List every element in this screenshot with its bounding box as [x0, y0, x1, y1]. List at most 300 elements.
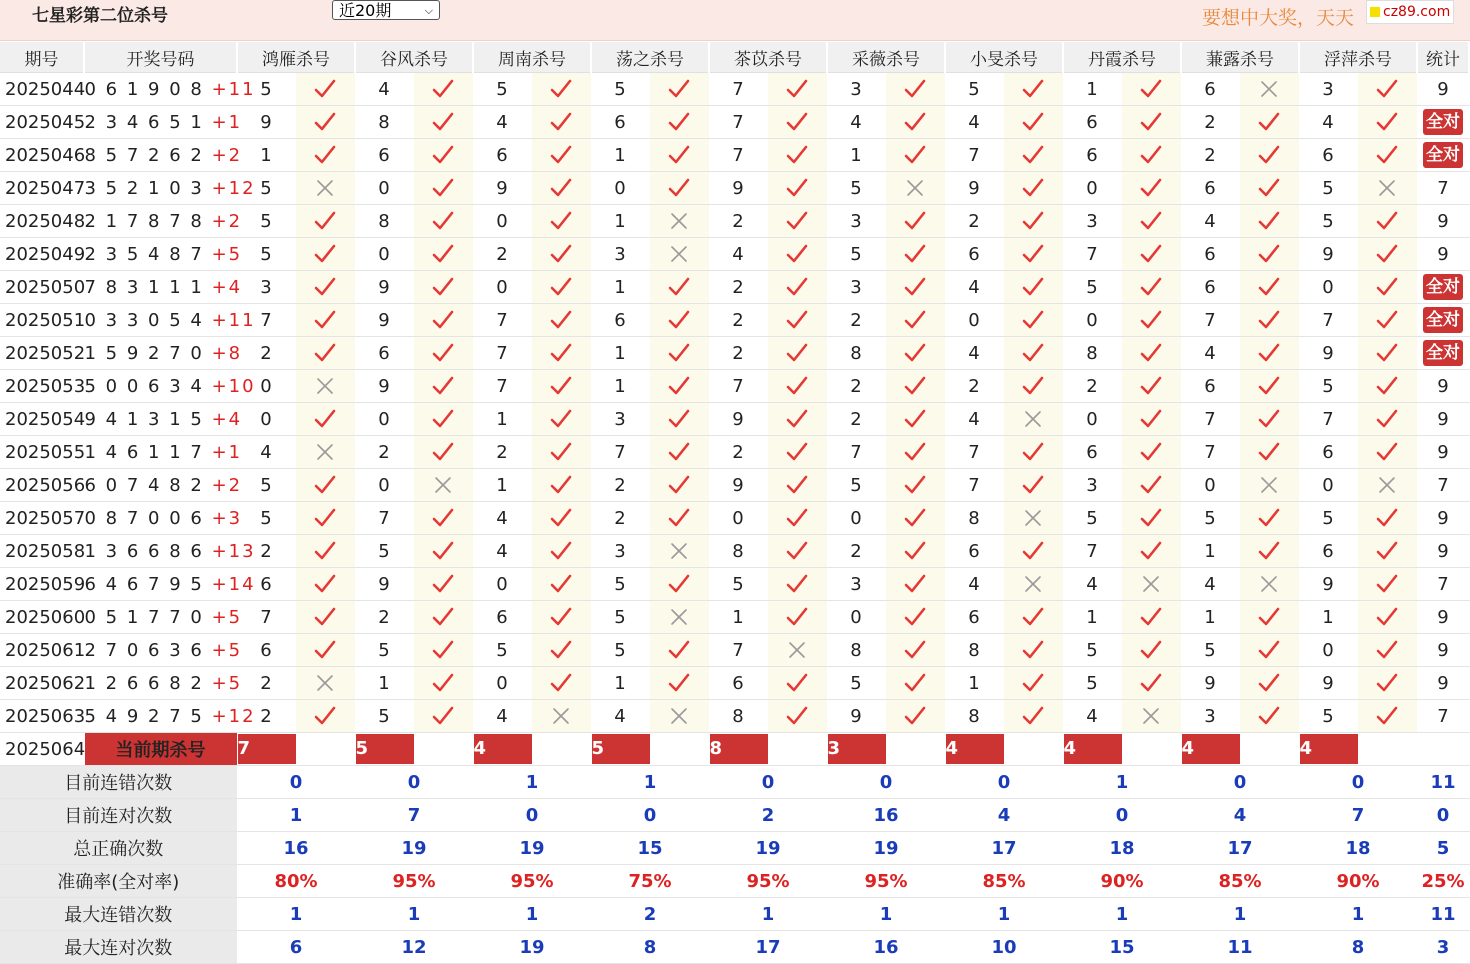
draw-cell	[84, 73, 256, 106]
check-icon	[1375, 308, 1399, 332]
result-cell	[413, 205, 473, 238]
kill-number-cell: 2	[945, 370, 1003, 403]
all-correct-badge: 全对	[1423, 142, 1463, 168]
kill-number-cell: 3	[827, 568, 885, 601]
stat-cell: 9	[1417, 436, 1469, 469]
check-icon	[313, 539, 337, 563]
result-cell	[531, 601, 591, 634]
result-cell	[885, 568, 945, 601]
current-kill-number: 4	[474, 734, 532, 764]
result-cell	[1357, 304, 1417, 337]
stat-cell: 9	[1417, 502, 1469, 535]
kill-number-cell: 9	[1181, 667, 1239, 700]
issue-cell: 2025046	[0, 139, 84, 172]
draw-extra: +2	[211, 210, 243, 232]
result-cell	[1121, 172, 1181, 205]
result-cell	[1239, 436, 1299, 469]
kill-number-cell: 8	[945, 700, 1003, 733]
result-cell	[295, 139, 355, 172]
stats-value: 95%	[709, 865, 827, 898]
kill-number-cell: 7	[945, 139, 1003, 172]
result-cell	[531, 667, 591, 700]
check-icon	[431, 143, 455, 167]
draw-digits: 6 4 6 7 9 5	[84, 573, 204, 595]
result-cell	[413, 370, 473, 403]
issue-cell: 2025056	[0, 469, 84, 502]
current-kill-number: 4	[1182, 734, 1240, 764]
table-row	[0, 238, 1469, 271]
result-cell	[1121, 502, 1181, 535]
cross-icon	[1021, 506, 1045, 530]
result-cell	[1239, 139, 1299, 172]
result-cell	[1239, 172, 1299, 205]
stats-value: 7	[355, 799, 473, 832]
cross-icon	[1257, 77, 1281, 101]
kill-number-cell: 4	[1181, 205, 1239, 238]
check-icon	[549, 671, 573, 695]
table-row	[0, 205, 1469, 238]
draw-cell	[84, 634, 243, 667]
check-icon	[549, 506, 573, 530]
stats-value: 12	[355, 931, 473, 964]
stats-total: 3	[1417, 931, 1469, 964]
result-cell	[1121, 73, 1181, 106]
stats-value: 0	[473, 799, 591, 832]
result-cell	[295, 469, 355, 502]
draw-cell	[84, 106, 243, 139]
check-icon	[1375, 671, 1399, 695]
kill-number-cell: 7	[709, 370, 767, 403]
result-cell	[649, 601, 709, 634]
check-icon	[549, 473, 573, 497]
check-icon	[903, 143, 927, 167]
kill-number-cell: 3	[591, 535, 649, 568]
kill-number-cell: 5	[827, 238, 885, 271]
draw-cell	[84, 601, 243, 634]
result-cell	[1239, 667, 1299, 700]
check-icon	[785, 605, 809, 629]
check-icon	[1139, 374, 1163, 398]
all-correct-badge: 全对	[1423, 274, 1463, 300]
check-icon	[667, 506, 691, 530]
yellow-square-icon	[1370, 7, 1380, 17]
result-cell	[1239, 73, 1299, 106]
table-row	[0, 700, 1469, 733]
stats-value: 85%	[945, 865, 1063, 898]
current-kill-number: 5	[592, 734, 650, 764]
check-icon	[903, 638, 927, 662]
kill-number-cell: 4	[945, 106, 1003, 139]
check-icon	[1375, 77, 1399, 101]
result-cell	[1003, 634, 1063, 667]
col-expert: 蒹露杀号	[1181, 42, 1299, 73]
kill-number-cell: 1	[473, 403, 531, 436]
result-cell	[767, 634, 827, 667]
kill-number-cell: 5	[1063, 634, 1121, 667]
issue-cell: 2025063	[0, 700, 84, 733]
kill-number-cell: 5	[237, 172, 295, 205]
kill-number-cell: 2	[709, 337, 767, 370]
check-icon	[903, 605, 927, 629]
kill-number-cell: 0	[1063, 172, 1121, 205]
check-icon	[1257, 638, 1281, 662]
kill-number-cell: 7	[1063, 238, 1121, 271]
result-cell	[649, 568, 709, 601]
result-cell	[531, 535, 591, 568]
draw-digits: 1 2 6 6 8 2	[84, 672, 204, 694]
kill-number-cell: 4	[1063, 568, 1121, 601]
draw-cell	[84, 172, 256, 205]
check-icon	[549, 242, 573, 266]
kill-number-cell: 1	[591, 271, 649, 304]
kill-number-cell: 7	[1181, 403, 1239, 436]
check-icon	[549, 143, 573, 167]
stats-value: 2	[591, 898, 709, 931]
check-icon	[1021, 704, 1045, 728]
check-icon	[1257, 605, 1281, 629]
result-cell	[413, 73, 473, 106]
check-icon	[785, 671, 809, 695]
kill-number-cell: 0	[355, 172, 413, 205]
result-cell	[649, 106, 709, 139]
check-icon	[1021, 77, 1045, 101]
stat-cell: 9	[1417, 601, 1469, 634]
stats-label: 目前连对次数	[0, 799, 237, 832]
result-cell	[1357, 139, 1417, 172]
check-icon	[667, 176, 691, 200]
issue-cell: 2025048	[0, 205, 84, 238]
check-icon	[1257, 110, 1281, 134]
stat-cell: 9	[1417, 403, 1469, 436]
stats-value: 85%	[1181, 865, 1299, 898]
check-icon	[1139, 176, 1163, 200]
check-icon	[313, 704, 337, 728]
kill-number-cell: 4	[473, 700, 531, 733]
draw-digits: 2 1 7 8 7 8	[84, 210, 204, 232]
check-icon	[1139, 308, 1163, 332]
result-cell	[885, 73, 945, 106]
stats-value: 0	[1063, 799, 1181, 832]
stats-value: 8	[1299, 931, 1417, 964]
kill-number-cell: 8	[827, 634, 885, 667]
stats-value: 19	[355, 832, 473, 865]
kill-number-cell: 7	[709, 106, 767, 139]
kill-number-cell: 2	[237, 700, 295, 733]
kill-number-cell: 6	[945, 535, 1003, 568]
kill-number-cell: 6	[709, 667, 767, 700]
kill-number-cell: 2	[1181, 106, 1239, 139]
kill-number-cell: 3	[1181, 700, 1239, 733]
check-icon	[785, 704, 809, 728]
result-cell	[649, 700, 709, 733]
result-cell	[1357, 700, 1417, 733]
result-cell	[885, 172, 945, 205]
draw-digits: 2 3 5 4 8 7	[84, 243, 204, 265]
check-icon	[1375, 572, 1399, 596]
col-expert: 小旻杀号	[945, 42, 1063, 73]
kill-number-cell: 5	[945, 73, 1003, 106]
check-icon	[1021, 176, 1045, 200]
col-expert: 茶苡杀号	[709, 42, 827, 73]
kill-number-cell: 6	[1299, 535, 1357, 568]
result-cell	[885, 271, 945, 304]
check-icon	[903, 242, 927, 266]
kill-number-cell: 6	[1063, 106, 1121, 139]
check-icon	[431, 77, 455, 101]
result-cell	[531, 238, 591, 271]
result-cell	[1357, 667, 1417, 700]
stats-value: 0	[591, 799, 709, 832]
result-cell	[413, 106, 473, 139]
draw-extra: +5	[211, 672, 243, 694]
check-icon	[549, 176, 573, 200]
result-cell	[1239, 106, 1299, 139]
result-cell	[1121, 469, 1181, 502]
draw-digits: 0 6 1 9 0 8	[84, 78, 204, 100]
kill-number-cell: 5	[1181, 502, 1239, 535]
result-cell	[1357, 73, 1417, 106]
header-row	[0, 42, 1469, 73]
draw-extra: +13	[211, 540, 256, 562]
kill-number-cell: 2	[709, 436, 767, 469]
table-row	[0, 469, 1469, 502]
kill-number-cell: 1	[709, 601, 767, 634]
table-row	[0, 106, 1469, 139]
kill-number-cell: 6	[1063, 139, 1121, 172]
result-cell	[649, 502, 709, 535]
check-icon	[903, 209, 927, 233]
kill-number-cell: 4	[237, 436, 295, 469]
cross-icon	[313, 440, 337, 464]
result-cell	[531, 568, 591, 601]
stats-value: 0	[945, 766, 1063, 799]
current-period	[0, 733, 1469, 766]
result-cell	[295, 205, 355, 238]
result-cell	[649, 469, 709, 502]
kill-number-cell: 2	[709, 271, 767, 304]
current-row	[0, 733, 1469, 766]
kill-number-cell: 0	[1299, 469, 1357, 502]
check-icon	[1257, 176, 1281, 200]
stats-value: 0	[1299, 766, 1417, 799]
check-icon	[785, 374, 809, 398]
kill-number-cell: 0	[1063, 304, 1121, 337]
draw-cell	[84, 304, 256, 337]
draw-cell	[84, 370, 256, 403]
draw-cell	[84, 337, 243, 370]
check-icon	[1021, 539, 1045, 563]
result-cell	[295, 172, 355, 205]
current-kill-number: 7	[238, 734, 296, 764]
draw-digits: 0 3 3 0 5 4	[84, 309, 204, 331]
result-cell	[885, 403, 945, 436]
stats-value: 19	[473, 931, 591, 964]
kill-number-cell: 0	[1299, 271, 1357, 304]
kill-number-cell: 2	[237, 535, 295, 568]
top-bar	[0, 0, 1470, 41]
current-kill-number: 4	[1064, 734, 1122, 764]
result-cell	[1357, 370, 1417, 403]
kill-number-cell: 2	[473, 436, 531, 469]
stats-row	[0, 931, 1469, 964]
result-cell	[1121, 403, 1181, 436]
kill-number-cell: 4	[945, 403, 1003, 436]
result-cell	[531, 271, 591, 304]
issue-cell: 2025054	[0, 403, 84, 436]
result-cell	[767, 436, 827, 469]
check-icon	[1139, 506, 1163, 530]
result-cell	[885, 634, 945, 667]
kill-number-cell: 2	[827, 403, 885, 436]
kill-number-cell: 7	[709, 73, 767, 106]
kill-number-cell: 7	[237, 304, 295, 337]
kill-number-cell: 4	[1063, 700, 1121, 733]
issue-cell: 2025052	[0, 337, 84, 370]
result-cell	[885, 106, 945, 139]
summary-stats	[0, 766, 1469, 964]
cross-icon	[1375, 473, 1399, 497]
result-cell	[1003, 469, 1063, 502]
kill-number-cell: 8	[355, 205, 413, 238]
result-cell	[531, 304, 591, 337]
stats-value: 10	[945, 931, 1063, 964]
check-icon	[313, 341, 337, 365]
kill-number-cell: 6	[1181, 238, 1239, 271]
table-row	[0, 172, 1469, 205]
check-icon	[1257, 209, 1281, 233]
cross-icon	[667, 605, 691, 629]
result-cell	[767, 667, 827, 700]
check-icon	[1257, 143, 1281, 167]
stats-value: 95%	[827, 865, 945, 898]
draw-digits: 1 4 6 1 1 7	[84, 441, 204, 463]
result-cell	[295, 73, 355, 106]
site-badge[interactable]	[1366, 0, 1454, 24]
current-kill-cell	[709, 733, 827, 766]
check-icon	[667, 308, 691, 332]
period-select[interactable]	[332, 0, 440, 20]
check-icon	[431, 605, 455, 629]
kill-number-cell: 2	[945, 205, 1003, 238]
stat-cell: 9	[1417, 634, 1469, 667]
check-icon	[1257, 440, 1281, 464]
kill-number-cell: 9	[827, 700, 885, 733]
stats-value: 1	[709, 898, 827, 931]
result-cell	[531, 403, 591, 436]
col-expert: 丹霞杀号	[1063, 42, 1181, 73]
kill-number-cell: 7	[355, 502, 413, 535]
result-cell	[295, 271, 355, 304]
check-icon	[1021, 671, 1045, 695]
kill-number-cell: 7	[709, 634, 767, 667]
result-cell	[295, 568, 355, 601]
kill-number-cell: 7	[473, 370, 531, 403]
kill-number-cell: 2	[473, 238, 531, 271]
result-cell	[413, 139, 473, 172]
stats-value: 1	[1299, 898, 1417, 931]
result-cell	[413, 568, 473, 601]
result-cell	[1357, 403, 1417, 436]
check-icon	[1257, 275, 1281, 299]
kill-number-cell: 5	[1299, 370, 1357, 403]
stats-value: 17	[1181, 832, 1299, 865]
check-icon	[549, 308, 573, 332]
check-icon	[1139, 440, 1163, 464]
result-cell	[1357, 337, 1417, 370]
result-cell	[295, 436, 355, 469]
draw-cell	[84, 667, 243, 700]
result-cell	[1239, 535, 1299, 568]
result-cell	[1357, 106, 1417, 139]
check-icon	[1139, 638, 1163, 662]
check-icon	[549, 275, 573, 299]
stat-cell: 9	[1417, 370, 1469, 403]
check-icon	[1139, 77, 1163, 101]
draw-cell	[84, 502, 243, 535]
stats-value: 0	[709, 766, 827, 799]
check-icon	[313, 473, 337, 497]
check-icon	[1375, 605, 1399, 629]
kill-number-cell: 4	[591, 700, 649, 733]
result-cell	[531, 106, 591, 139]
result-cell	[1239, 469, 1299, 502]
check-icon	[667, 671, 691, 695]
result-cell	[295, 700, 355, 733]
current-kill-number: 5	[356, 734, 414, 764]
stats-value: 11	[1181, 931, 1299, 964]
check-icon	[1021, 440, 1045, 464]
result-cell	[1003, 601, 1063, 634]
result-cell	[885, 370, 945, 403]
kill-number-cell: 3	[591, 403, 649, 436]
kill-number-cell: 6	[237, 634, 295, 667]
kill-number-cell: 1	[591, 370, 649, 403]
result-cell	[295, 238, 355, 271]
kill-number-cell: 8	[709, 700, 767, 733]
result-cell	[413, 436, 473, 469]
kill-number-cell: 0	[709, 502, 767, 535]
all-correct-badge: 全对	[1423, 307, 1463, 333]
kill-number-cell: 2	[827, 535, 885, 568]
stats-value: 0	[237, 766, 355, 799]
issue-cell: 2025053	[0, 370, 84, 403]
check-icon	[313, 143, 337, 167]
result-cell	[1239, 502, 1299, 535]
draw-extra: +4	[211, 408, 243, 430]
kill-number-cell: 1	[473, 469, 531, 502]
current-stat-cell	[1417, 733, 1469, 766]
kill-number-cell: 7	[1063, 535, 1121, 568]
stats-value: 8	[591, 931, 709, 964]
stat-cell: 9	[1417, 238, 1469, 271]
draw-extra: +12	[211, 177, 256, 199]
draw-digits: 5 0 0 6 3 4	[84, 375, 204, 397]
result-cell	[1121, 139, 1181, 172]
stats-value: 1	[237, 898, 355, 931]
kill-number-cell: 4	[1181, 337, 1239, 370]
result-cell	[1003, 667, 1063, 700]
kill-number-cell: 1	[1299, 601, 1357, 634]
kill-number-cell: 0	[473, 205, 531, 238]
kill-number-cell: 9	[1299, 568, 1357, 601]
kill-number-cell: 0	[1063, 403, 1121, 436]
result-cell	[649, 205, 709, 238]
stats-value: 1	[473, 898, 591, 931]
kill-number-cell: 3	[591, 238, 649, 271]
stats-value: 18	[1063, 832, 1181, 865]
kill-number-cell: 9	[355, 568, 413, 601]
result-cell	[767, 370, 827, 403]
